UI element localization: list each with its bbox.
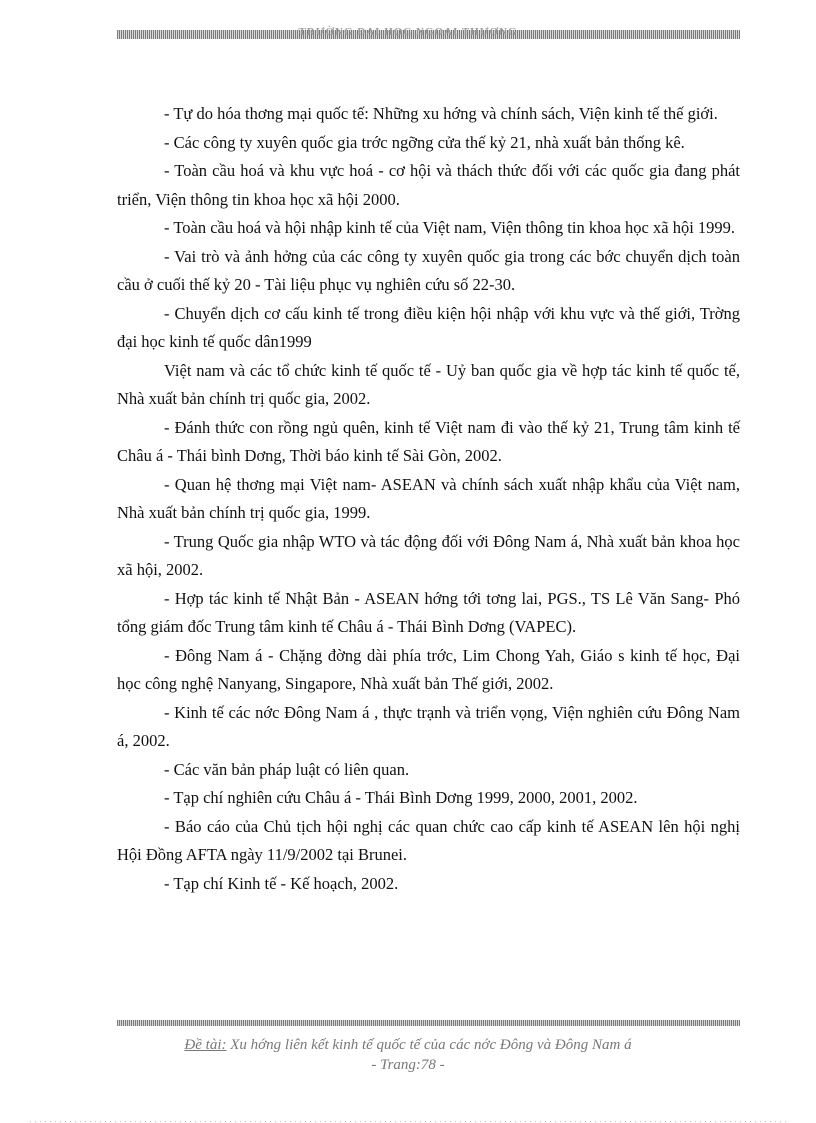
reference-list (117, 100, 740, 898)
reference-entry: - Quan hệ thơng mại Việt nam- ASEAN và chính sách xuất nhập khẩu của Việt nam, Nhà xuất bản chính trị quốc gia, 1999. (117, 474, 740, 522)
reference-entry: - Toàn cầu hoá và khu vực hoá - cơ hội và thách thức đối với các quốc gia đang phát triển, Viện thông tin khoa học xã hội 2000. (117, 161, 740, 209)
reference-entry: - Các công ty xuyên quốc gia trớc ngỡng cửa thế kỷ 21, nhà xuất bản thống kê. (164, 132, 685, 152)
reference-entry: - Tự do hóa thơng mại quốc tế: Những xu hớng và chính sách, Viện kinh tế thế giới. (164, 104, 718, 123)
footer-label: Đề tài: (184, 1037, 227, 1053)
page-number (0, 1057, 816, 1074)
page-suffix: - (435, 1057, 445, 1073)
header-text: TRƯỜNG ĐẠI HỌC NGOẠI THƯƠNG (298, 26, 518, 38)
reference-entry: - Vai trò và ảnh hởng của các công ty xuyên quốc gia trong các bớc chuyển dịch toàn cầu ở cuối thế kỷ 20 - Tài liệu phục vụ nghiên cứu số 22-30. (117, 246, 740, 294)
reference-entry: - Đánh thức con rồng ngủ quên, kinh tế Việt nam đi vào thế kỷ 21, Trung tâm kinh tế Châu á - Thái bình Dơng, Thời báo kinh tế Sài Gòn, 2002. (117, 417, 740, 465)
reference-entry: - Hợp tác kinh tế Nhật Bản - ASEAN hớng tới tơng lai, PGS., TS Lê Văn Sang- Phó tổng giám đốc Trung tâm kinh tế Châu á - Thái Bình Dơng (VAPEC). (117, 588, 740, 636)
reference-entry: - Báo cáo của Chủ tịch hội nghị các quan chức cao cấp kinh tế ASEAN lên hội nghị Hội Đồng AFTA ngày 11/9/2002 tại Brunei. (117, 816, 740, 864)
reference-entry: - Toàn cầu hoá và hội nhập kinh tế của Việt nam, Viện thông tin khoa học xã hội 1999. (164, 218, 736, 237)
footer-title-text: Xu hớng liên kết kinh tế quốc tế của các nớc Đông và Đông Nam á (226, 1037, 632, 1053)
page-prefix: - Trang: (371, 1057, 421, 1073)
reference-entry: - Các văn bản pháp luật có liên quan. (164, 759, 410, 779)
bottom-dotted-rule (30, 1121, 790, 1122)
reference-entry: - Chuyển dịch cơ cấu kinh tế trong điều kiện hội nhập với khu vực và thế giới, Trờng đại học kinh tế quốc dân1999 (117, 303, 740, 351)
reference-entry: Việt nam và các tổ chức kinh tế quốc tế - Uỷ ban quốc gia về hợp tác kinh tế quốc tế, Nhà xuất bản chính trị quốc gia, 2002. (117, 360, 740, 408)
reference-entry: - Tạp chí Kinh tế - Kế hoạch, 2002. (164, 873, 399, 893)
reference-entry: - Trung Quốc gia nhập WTO và tác động đối với Đông Nam á, Nhà xuất bản khoa học xã hội, 2002. (117, 531, 740, 579)
footer-thesis-title (0, 1037, 816, 1054)
reference-entry: - Kinh tế các nớc Đông Nam á , thực trạnh và triển vọng, Viện nghiên cứu Đông Nam á, 2002. (117, 702, 740, 750)
footer-rule (117, 1020, 740, 1026)
page-number-value: 78 (420, 1057, 436, 1073)
reference-entry: - Đông Nam á - Chặng đờng dài phía trớc, Lim Chong Yah, Giáo s kinh tế học, Đại học công nghệ Nanyang, Singapore, Nhà xuất bản Thế giới, 2002. (117, 645, 740, 693)
reference-entry: - Tạp chí nghiên cứu Châu á - Thái Bình Dơng 1999, 2000, 2001, 2002. (164, 788, 638, 807)
